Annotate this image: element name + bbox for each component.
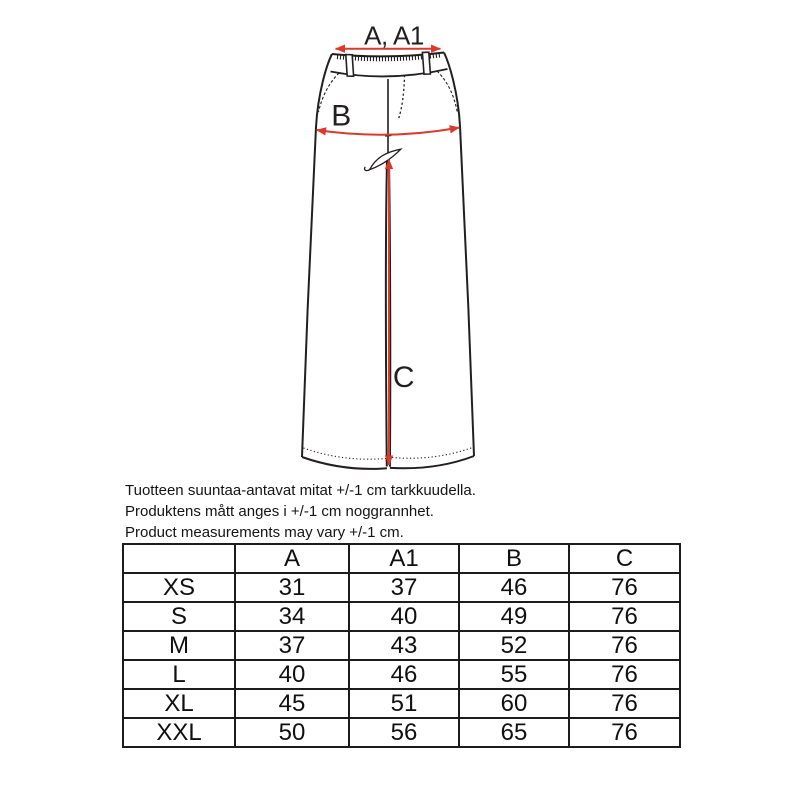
hip-measure-label: B [331,99,351,133]
table-cell: 55 [459,660,569,689]
table-cell: 40 [349,602,459,631]
table-cell: 76 [569,689,680,718]
header-a-cell: A [235,544,349,573]
waist-measure-label: A, A1 [364,20,424,51]
right-side-seam [444,53,474,457]
right-belt-loop [422,52,430,74]
table-cell: 51 [349,689,459,718]
right-pocket-line [437,71,458,113]
left-belt-loop [346,55,354,77]
table-cell: 65 [459,718,569,747]
table-cell: 49 [459,602,569,631]
size-label-cell: XS [123,573,235,602]
size-label-cell: XL [123,689,235,718]
table-cell: 37 [349,573,459,602]
size-label-cell: S [123,602,235,631]
table-cell: 34 [235,602,349,631]
table-cell: 76 [569,602,680,631]
right-hem-stitch-line [392,448,473,459]
tolerance-note-english: Product measurements may vary +/-1 cm. [125,524,404,541]
right-hem-edge [390,456,474,468]
size-table-header-row [123,544,680,573]
size-table [122,543,681,748]
size-label-cell: M [123,631,235,660]
tolerance-note-finnish: Tuotteen suuntaa-antavat mitat +/-1 cm tarkkuudella. [125,482,476,499]
header-c-cell: C [569,544,680,573]
size-label-cell: XXL [123,718,235,747]
fly-stitch-line [399,75,405,119]
table-cell: 46 [349,660,459,689]
header-a1-cell: A1 [349,544,459,573]
crotch-flourish [370,149,401,170]
inseam-measure-label: C [392,361,415,394]
table-cell: 43 [349,631,459,660]
left-side-seam [302,54,332,457]
table-cell: 76 [569,573,680,602]
table-cell: 37 [235,631,349,660]
size-label-cell: L [123,660,235,689]
table-row-l [123,660,680,689]
header-size-cell [123,544,235,573]
table-row-xxl [123,718,680,747]
table-cell: 56 [349,718,459,747]
header-b-cell: B [459,544,569,573]
table-row-xs [123,573,680,602]
table-row-s [123,602,680,631]
table-cell: 76 [569,631,680,660]
left-inseam [386,161,387,467]
table-cell: 40 [235,660,349,689]
table-cell: 60 [459,689,569,718]
table-cell: 76 [569,660,680,689]
table-cell: 50 [235,718,349,747]
table-cell: 31 [235,573,349,602]
table-cell: 46 [459,573,569,602]
tolerance-note-swedish: Produktens mått anges i +/-1 cm noggrannhet. [125,503,434,520]
table-cell: 52 [459,631,569,660]
left-hem-edge [302,457,387,469]
left-hem-stitch-line [304,448,387,459]
table-row-m [123,631,680,660]
table-row-xl [123,689,680,718]
table-cell: 76 [569,718,680,747]
table-cell: 45 [235,689,349,718]
crotch-flourish-curl [365,167,370,171]
